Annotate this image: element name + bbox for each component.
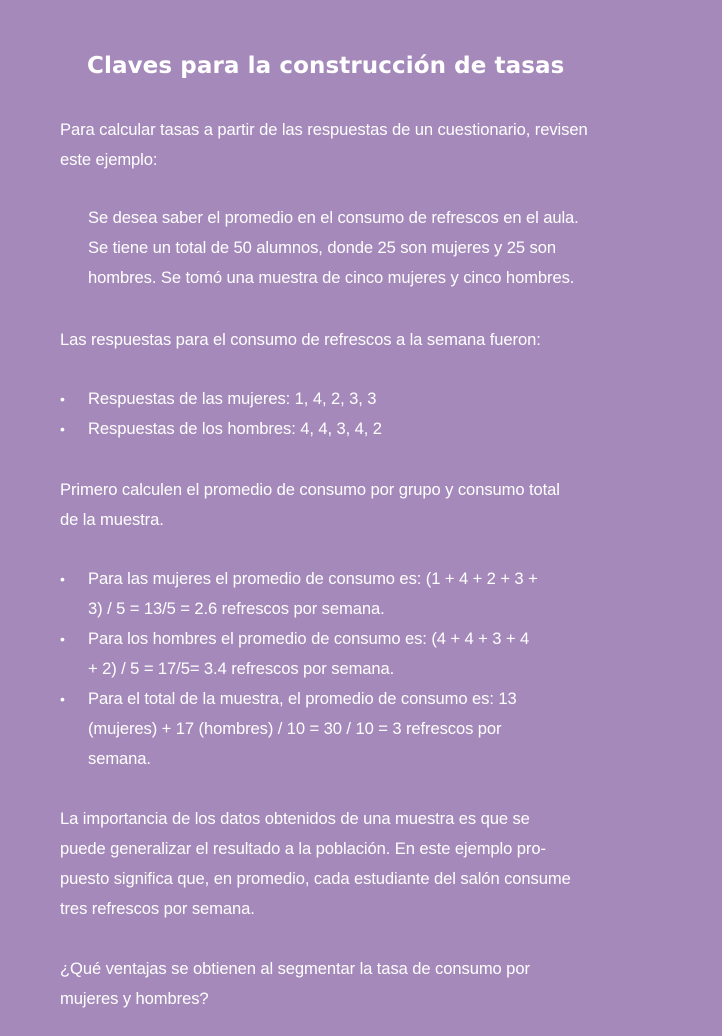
text-line: puesto significa que, en promedio, cada estudiante del salón consume (60, 869, 571, 888)
responses-intro: Las respuestas para el consumo de refrescos a la semana fueron: (60, 330, 541, 349)
text-line: Se desea saber el promedio en el consumo de refrescos en el aula. (88, 208, 579, 227)
responses-list (60, 384, 690, 444)
text-line: de la muestra. (60, 510, 164, 529)
bullet-icon: • (60, 631, 65, 647)
conclusion-paragraph (60, 804, 690, 924)
text-line: Para calcular tasas a partir de las respuestas de un cuestionario, revisen (60, 120, 588, 139)
list-item: • Respuestas de los hombres: 4, 4, 3, 4, 2 (60, 414, 690, 444)
text-line: hombres. Se tomó una muestra de cinco mujeres y cinco hombres. (88, 268, 575, 287)
calc-intro-paragraph (60, 475, 690, 535)
text-line: este ejemplo: (60, 150, 158, 169)
page-title: Claves para la construcción de tasas (87, 53, 565, 79)
example-paragraph (88, 203, 688, 293)
text-line: Se tiene un total de 50 alumnos, donde 25 son mujeres y 25 son (88, 238, 556, 257)
text-line: puede generalizar el resultado a la población. En este ejemplo pro- (60, 839, 546, 858)
question-paragraph (60, 954, 690, 1014)
intro-paragraph (60, 115, 690, 175)
list-item: • Para las mujeres el promedio de consumo es: (1 + 4 + 2 + 3 + 3) / 5 = 13/5 = 2.6 refrescos por semana. (60, 564, 690, 624)
text-line: mujeres y hombres? (60, 989, 209, 1008)
text-line: Primero calculen el promedio de consumo por grupo y consumo total (60, 480, 560, 499)
text-line: tres refrescos por semana. (60, 899, 255, 918)
bullet-icon: • (60, 571, 65, 587)
bullet-icon: • (60, 421, 65, 437)
text-line: La importancia de los datos obtenidos de una muestra es que se (60, 809, 530, 828)
calculations-list (60, 564, 690, 774)
list-item: • Para el total de la muestra, el promedio de consumo es: 13 (mujeres) + 17 (hombres) / 10 = 30 / 10 = 3 refrescos por semana. (60, 684, 690, 774)
text-line: ¿Qué ventajas se obtienen al segmentar la tasa de consumo por (60, 959, 530, 978)
list-item: • Respuestas de las mujeres: 1, 4, 2, 3, 3 (60, 384, 690, 414)
list-item: • Para los hombres el promedio de consumo es: (4 + 4 + 3 + 4 + 2) / 5 = 17/5= 3.4 refrescos por semana. (60, 624, 690, 684)
bullet-icon: • (60, 691, 65, 707)
bullet-icon: • (60, 391, 65, 407)
